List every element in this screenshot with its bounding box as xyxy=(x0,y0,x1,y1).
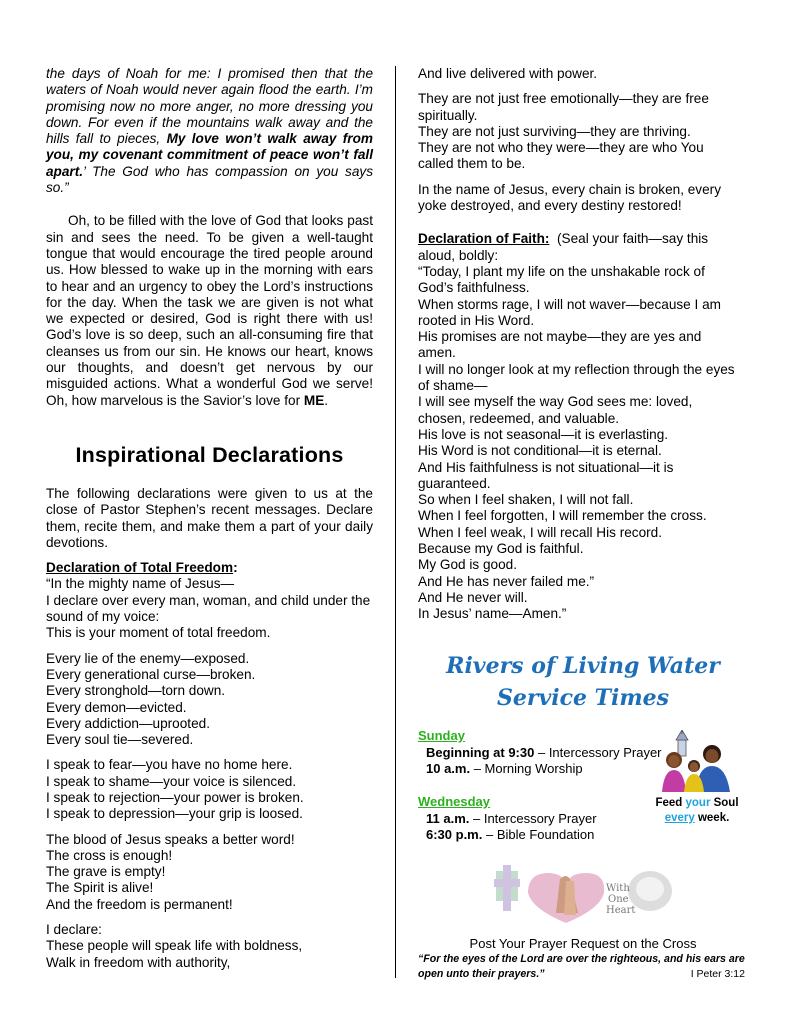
right-column xyxy=(418,66,742,623)
fb2-line: Every demon—evicted. xyxy=(46,699,187,715)
right-first-line: And live delivered with power. xyxy=(418,66,598,81)
family-church-illustration xyxy=(656,730,734,792)
faith-line: When I feel weak, I will recall His record. xyxy=(418,524,663,540)
faith-line: I will see myself the way God sees me: loved, chosen, redeemed, and valuable. xyxy=(418,394,693,426)
fb1-line: “In the mighty name of Jesus— xyxy=(46,576,235,592)
freedom-block-5 xyxy=(46,922,373,971)
prayer-request-line: Post Your Prayer Request on the Cross xyxy=(469,936,697,951)
faith-title-line: Declaration of Faith: (Seal your faith—say this aloud, boldly: xyxy=(418,231,709,263)
faith-line: In Jesus’ name—Amen.” xyxy=(418,606,567,622)
logo-text-one: One xyxy=(608,894,629,905)
fb5-line: Walk in freedom with authority, xyxy=(46,954,231,970)
faith-line: “Today, I plant my life on the unshakable rock of God’s faithfulness. xyxy=(418,263,705,296)
rb2-line: They are not who they were—they are who You called them to be. xyxy=(418,140,704,172)
fb4-line: The cross is enough! xyxy=(46,847,173,863)
freedom-block-3 xyxy=(46,757,373,822)
faith-line: So when I feel shaken, I will not fall. xyxy=(418,492,634,508)
fb2-line: Every generational curse—broken. xyxy=(46,666,256,682)
fb4-line: The Spirit is alive! xyxy=(46,880,154,896)
fb3-line: I speak to shame—your voice is silenced. xyxy=(46,773,297,789)
right-block-2 xyxy=(418,91,742,172)
faith-line: His love is not seasonal—it is everlasting. xyxy=(418,426,669,442)
freedom-block-2 xyxy=(46,651,373,749)
fb2-line: Every soul tie—severed. xyxy=(46,732,194,748)
freedom-block-1 xyxy=(46,576,373,641)
with-one-heart-logo xyxy=(494,863,676,925)
service-title-1: Rivers of Living Water xyxy=(446,653,720,679)
faith-line: His Word is not conditional—it is eternal. xyxy=(418,443,662,459)
fb2-line: Every stronghold—torn down. xyxy=(46,683,226,699)
feed-your-soul: Feed your Soul every week. xyxy=(655,797,739,824)
fb3-line: I speak to depression—your grip is loosed. xyxy=(46,806,303,822)
fb1-line: I declare over every man, woman, and child under the sound of my voice: xyxy=(46,592,371,625)
faith-lines xyxy=(418,264,742,623)
fb5-line: These people will speak life with boldness, xyxy=(46,938,303,954)
fb2-line: Every addiction—uprooted. xyxy=(46,715,210,731)
fb4-line: The grave is empty! xyxy=(46,864,166,880)
fb4-line: The blood of Jesus speaks a better word! xyxy=(46,831,295,847)
fb5-line: I declare: xyxy=(46,922,102,938)
sunday-label: Sunday xyxy=(418,728,465,743)
right-block-3: In the name of Jesus, every chain is broken, every yoke destroyed, and every destiny restored! xyxy=(418,181,721,214)
service-title-2: Service Times xyxy=(496,685,670,711)
freedom-title: Declaration of Total Freedom: xyxy=(46,560,238,576)
faith-line: His promises are not maybe—they are yes and amen. xyxy=(418,329,702,361)
faith-line: Because my God is faithful. xyxy=(418,541,584,557)
faith-line: I will no longer look at my reflection through the eyes of shame— xyxy=(418,361,735,394)
fb1-line: This is your moment of total freedom. xyxy=(46,625,271,641)
faith-line: And His faithfulness is not situational—it is guaranteed. xyxy=(418,459,674,491)
fb3-line: I speak to fear—you have no home here. xyxy=(46,757,293,773)
faith-line: When storms rage, I will not waver—because I am rooted in His Word. xyxy=(418,296,721,328)
rb2-line: They are not just free emotionally—they are free spiritually. xyxy=(418,91,709,123)
faith-line: When I feel forgotten, I will remember the cross. xyxy=(418,508,707,524)
left-column xyxy=(46,66,373,971)
scripture-verse: “For the eyes of the Lord are over the righteous, and his ears are open unto their prayers.” I Peter 3:12 xyxy=(418,953,745,980)
wednesday-item-1: 11 a.m. – Intercessory Prayer xyxy=(426,811,597,826)
section-heading: Inspirational Declarations xyxy=(75,442,344,467)
devotional-paragraph: Oh, to be filled with the love of God that looks past sin and sees the need. To be given a well-taught tongue that would encourage the tired people around us. How blessed to wake up in the morning with ears to hear and an urgency to obey the Lord’s instructions for the day. When the task we are given is not what we expected or desired, God is right there with us! God’s love is so deep, such an all-consuming fire that cleanses us from our sin. He knows our heart, knows our thoughts, and doesn’t get nervous by our misguided actions. What a wonderful God we serve! Oh, how marvelous is the Savior’s love for ME. xyxy=(46,213,373,408)
fb3-line: I speak to rejection—your power is broken. xyxy=(46,789,304,805)
sunday-item-2: 10 a.m. – Morning Worship xyxy=(426,761,583,776)
wednesday-item-2: 6:30 p.m. – Bible Foundation xyxy=(426,827,595,842)
fb2-line: Every lie of the enemy—exposed. xyxy=(46,650,250,666)
column-divider xyxy=(395,66,396,978)
logo-text-with: With xyxy=(606,883,630,894)
wednesday-label: Wednesday xyxy=(418,794,491,809)
faith-line: And He has never failed me.” xyxy=(418,573,595,589)
fb4-line: And the freedom is permanent! xyxy=(46,896,233,912)
verse-reference: I Peter 3:12 xyxy=(690,968,745,980)
freedom-block-4 xyxy=(46,832,373,913)
service-times xyxy=(418,650,748,982)
intro-paragraph: The following declarations were given to us at the close of Pastor Stephen’s recent messages. Declare them, recite them, and make them a part of your daily devotions. xyxy=(46,485,373,550)
scripture-quote: the days of Noah for me: I promised then that the waters of Noah would never again flood the earth. I’m promising now no more anger, no more dressing you down. For even if the mountains walk away and the hills fall to pieces, My love won’t walk away from you, my covenant commitment of peace won’t fall apart.’ The God who has compassion on you says so.” xyxy=(46,66,373,196)
faith-line: My God is good. xyxy=(418,557,517,573)
logo-text-heart: Heart xyxy=(606,905,636,916)
faith-line: And He never will. xyxy=(418,589,528,605)
rb2-line: They are not just surviving—they are thriving. xyxy=(418,123,691,139)
sunday-item-1: Beginning at 9:30 – Intercessory Prayer xyxy=(426,745,662,760)
